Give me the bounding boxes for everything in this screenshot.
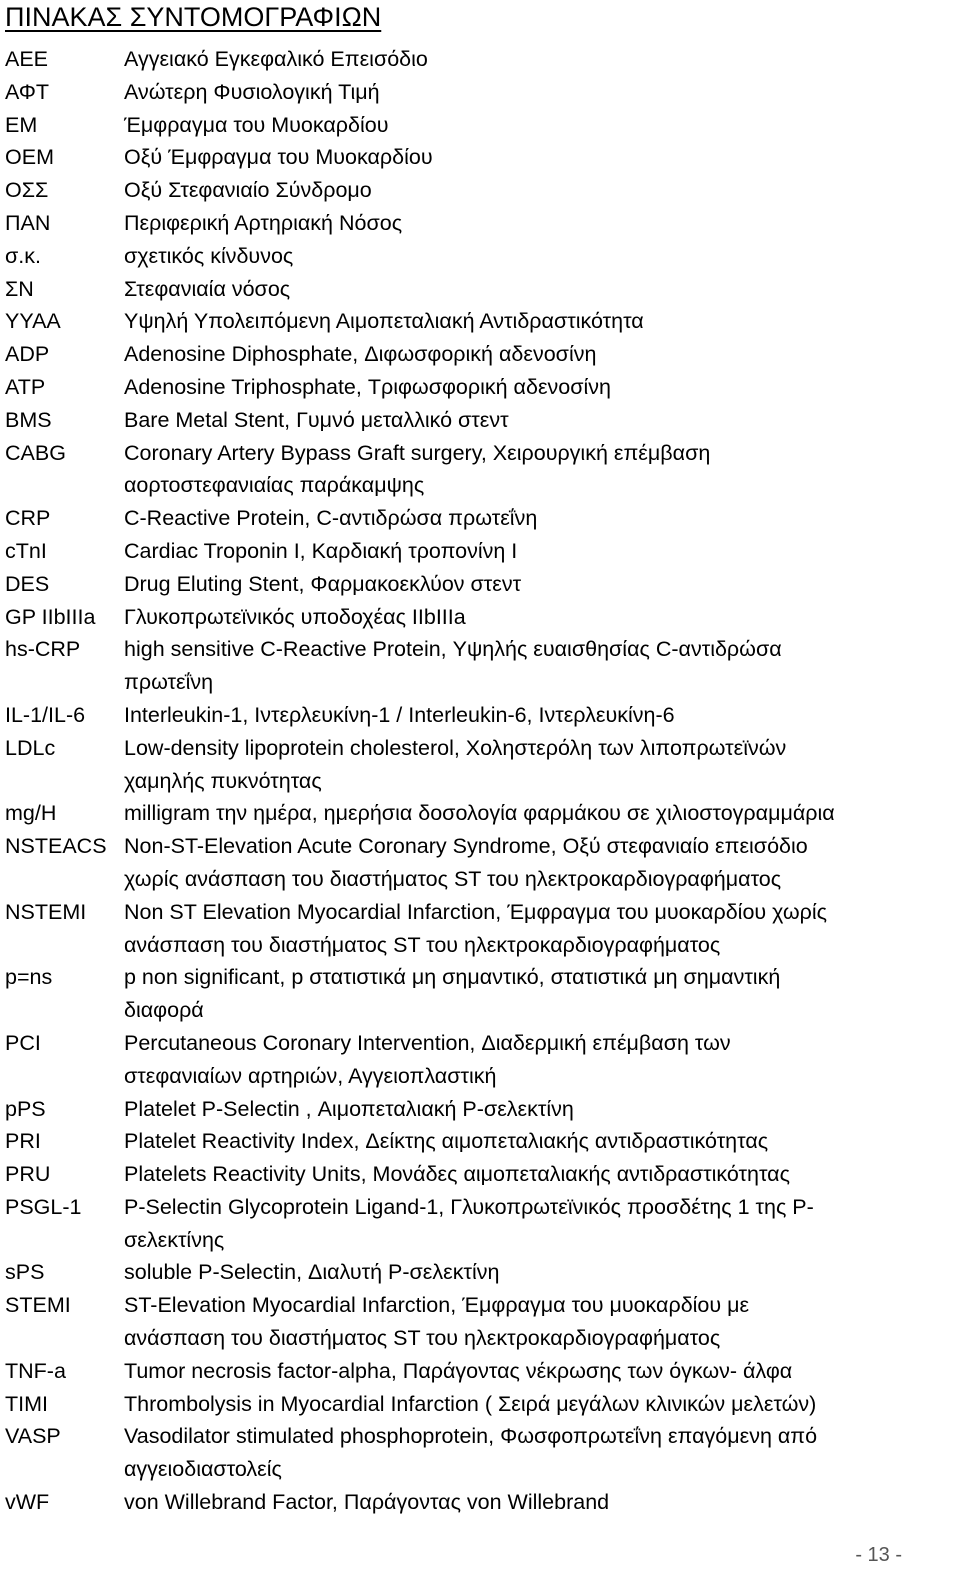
abbreviation-definition: Vasodilator stimulated phosphoprotein, Φωσφοπρωτεΐνη επαγόμενη από αγγειοδιαστολείς — [124, 1424, 818, 1482]
abbreviation-row — [5, 207, 955, 240]
abbreviation-definition: Thrombolysis in Myocardial Infarction ( Σειρά μεγάλων κλινικών μελετών) — [124, 1391, 817, 1416]
abbreviation-row — [5, 305, 955, 338]
abbreviation-definition: Έμφραγμα του Μυοκαρδίου — [124, 112, 389, 137]
abbreviation-row — [5, 830, 955, 896]
abbreviation-definition: Στεφανιαία νόσος — [124, 276, 291, 301]
abbreviation-row — [5, 1191, 955, 1257]
abbreviation-term: ΟΣΣ — [5, 178, 49, 203]
abbreviation-term: BMS — [5, 407, 52, 432]
abbreviation-definition: Περιφερική Αρτηριακή Νόσος — [124, 210, 403, 235]
abbreviation-term: NSTEACS — [5, 834, 107, 859]
abbreviation-term: STEMI — [5, 1293, 71, 1318]
abbreviation-term: IL-1/IL-6 — [5, 702, 86, 727]
abbreviation-definition: Ανώτερη Φυσιολογική Τιμή — [124, 79, 380, 104]
abbreviation-row — [5, 1027, 955, 1093]
abbreviation-definition: Drug Eluting Stent, Φαρμακοεκλύον στεντ — [124, 571, 522, 596]
abbreviation-term: PSGL-1 — [5, 1194, 82, 1219]
abbreviation-term: PCI — [5, 1030, 41, 1055]
abbreviation-row — [5, 568, 955, 601]
abbreviation-term: p=ns — [5, 965, 53, 990]
abbreviation-definition: Non ST Elevation Myocardial Infarction, Έμφραγμα του μυοκαρδίου χωρίς ανάσπαση του διαστήματος ST του ηλεκτροκαρδιογραφήματος — [124, 899, 828, 957]
abbreviation-definition: Bare Metal Stent, Γυμνό μεταλλικό στεντ — [124, 407, 509, 432]
abbreviation-term: CABG — [5, 440, 66, 465]
abbreviation-term: hs-CRP — [5, 637, 81, 662]
abbreviation-term: sPS — [5, 1260, 45, 1285]
abbreviation-definition: Percutaneous Coronary Intervention, Διαδερμική επέμβαση των στεφανιαίων αρτηριών, Αγγειοπλαστική — [124, 1030, 731, 1088]
abbreviation-row — [5, 732, 955, 798]
abbreviation-definition: ST-Elevation Myocardial Infarction, Έμφραγμα του μυοκαρδίου με ανάσπαση του διαστήματος ST του ηλεκτροκαρδιογραφήματος — [124, 1293, 750, 1351]
abbreviation-definition: Tumor necrosis factor-alpha, Παράγοντας νέκρωσης των όγκων- άλφα — [124, 1358, 793, 1383]
abbreviation-term: VASP — [5, 1424, 61, 1449]
abbreviation-definition: soluble P-Selectin, Διαλυτή P-σελεκτίνη — [124, 1260, 500, 1285]
abbreviation-definition: Interleukin-1, Ιντερλευκίνη-1 / Interleukin-6, Ιντερλευκίνη-6 — [124, 702, 675, 727]
abbreviation-row — [5, 141, 955, 174]
abbreviation-row — [5, 76, 955, 109]
abbreviation-row — [5, 404, 955, 437]
abbreviation-term: PRU — [5, 1162, 51, 1187]
abbreviation-term: ΣΝ — [5, 276, 34, 301]
abbreviation-row — [5, 502, 955, 535]
abbreviation-term: cTnI — [5, 538, 47, 563]
abbreviation-definition: Coronary Artery Bypass Graft surgery, Χειρουργική επέμβαση αορτοστεφανιαίας παράκαμψης — [124, 440, 711, 498]
abbreviation-row — [5, 273, 955, 306]
abbreviation-term: TNF-a — [5, 1358, 66, 1383]
page-title: ΠΙΝΑΚΑΣ ΣΥΝΤΟΜΟΓΡΑΦΙΩΝ — [5, 2, 382, 32]
abbreviation-definition: Αγγειακό Εγκεφαλικό Επεισόδιο — [124, 47, 428, 71]
abbreviation-term: σ.κ. — [5, 243, 41, 268]
abbreviation-definition: Platelet Reactivity Index, Δείκτης αιμοπεταλιακής αντιδραστικότητας — [124, 1129, 769, 1154]
abbreviation-row — [5, 535, 955, 568]
abbreviation-row — [5, 1093, 955, 1126]
abbreviation-definition: Adenosine Diphosphate, Διφωσφορική αδενοσίνη — [124, 342, 597, 367]
abbreviation-definition: Platelet P-Selectin , Αιμοπεταλιακή P-σελεκτίνη — [124, 1096, 574, 1121]
abbreviation-row — [5, 699, 955, 732]
abbreviation-row — [5, 43, 955, 76]
abbreviation-definition: milligram την ημέρα, ημερήσια δοσολογία φαρμάκου σε χιλιοστογραμμάρια — [124, 801, 835, 826]
abbreviation-term: ΠΑΝ — [5, 210, 51, 235]
abbreviation-row — [5, 1388, 955, 1421]
abbreviation-term: TIMI — [5, 1391, 48, 1416]
abbreviation-row — [5, 338, 955, 371]
abbreviation-term: CRP — [5, 506, 51, 531]
abbreviation-row — [5, 1256, 955, 1289]
abbreviation-definition: Low-density lipoprotein cholesterol, Χοληστερόλη των λιποπρωτεϊνών χαμηλής πυκνότητας — [124, 735, 787, 793]
abbreviation-row — [5, 174, 955, 207]
abbreviation-row — [5, 896, 955, 962]
abbreviation-list — [5, 43, 955, 1519]
abbreviation-row — [5, 1420, 955, 1486]
abbreviation-definition: Οξύ Έμφραγμα του Μυοκαρδίου — [124, 145, 433, 170]
abbreviation-row — [5, 109, 955, 142]
abbreviation-term: LDLc — [5, 735, 56, 760]
abbreviation-term: ΕΜ — [5, 112, 38, 137]
abbreviation-term: vWF — [5, 1490, 50, 1515]
abbreviation-row — [5, 1289, 955, 1355]
abbreviation-term: ΥΥΑΑ — [5, 309, 61, 334]
abbreviation-definition: σχετικός κίνδυνος — [124, 243, 294, 268]
abbreviation-term: ATP — [5, 374, 46, 399]
abbreviation-term: mg/H — [5, 801, 57, 826]
abbreviation-row — [5, 961, 955, 1027]
abbreviation-definition: P-Selectin Glycoprotein Ligand-1, Γλυκοπρωτεϊνικός προσδέτης 1 της P- σελεκτίνης — [124, 1194, 814, 1252]
abbreviation-row — [5, 601, 955, 634]
abbreviation-row — [5, 437, 955, 503]
abbreviation-row — [5, 1125, 955, 1158]
abbreviation-term: DES — [5, 571, 50, 596]
abbreviation-definition: C-Reactive Protein, C-αντιδρώσα πρωτεΐνη — [124, 506, 538, 531]
abbreviation-row — [5, 371, 955, 404]
abbreviation-definition: Οξύ Στεφανιαίο Σύνδρομο — [124, 178, 372, 203]
abbreviation-row — [5, 797, 955, 830]
abbreviation-row — [5, 1486, 955, 1519]
abbreviation-definition: Υψηλή Υπολειπόμενη Αιμοπεταλιακή Αντιδραστικότητα — [124, 309, 644, 334]
abbreviation-definition: von Willebrand Factor, Παράγοντας von Willebrand — [124, 1490, 610, 1515]
abbreviation-definition: Adenosine Triphosphate, Τριφωσφορική αδενοσίνη — [124, 374, 612, 399]
abbreviation-term: GP IIbIIIa — [5, 604, 96, 629]
abbreviation-definition: Platelets Reactivity Units, Μονάδες αιμοπεταλιακής αντιδραστικότητας — [124, 1162, 790, 1187]
abbreviation-row — [5, 1158, 955, 1191]
abbreviation-definition: Non-ST-Elevation Acute Coronary Syndrome, Οξύ στεφανιαίο επεισόδιο χωρίς ανάσπαση του διαστήματος ST του ηλεκτροκαρδιογραφήματος — [124, 834, 808, 891]
abbreviation-term: ADP — [5, 342, 50, 367]
abbreviation-definition: high sensitive C-Reactive Protein, Υψηλής ευαισθησίας C-αντιδρώσα πρωτεΐνη — [124, 637, 782, 695]
abbreviation-term: ΑΦΤ — [5, 79, 50, 104]
abbreviation-term: ΑΕΕ — [5, 47, 49, 71]
page-number: - 13 - — [855, 1544, 902, 1566]
abbreviation-term: ΟΕΜ — [5, 145, 54, 170]
abbreviation-definition: p non significant, p στατιστικά μη σημαντικό, στατιστικά μη σημαντική διαφορά — [124, 965, 781, 1023]
abbreviation-definition: Cardiac Troponin I, Καρδιακή τροπονίνη Ι — [124, 538, 518, 563]
abbreviation-definition: Γλυκοπρωτεϊνικός υποδοχέας IIbIIIa — [124, 604, 466, 629]
abbreviation-row — [5, 1355, 955, 1388]
abbreviation-term: NSTEMI — [5, 899, 87, 924]
abbreviation-row — [5, 240, 955, 273]
abbreviation-row — [5, 633, 955, 699]
abbreviation-term: pPS — [5, 1096, 46, 1121]
abbreviation-term: PRI — [5, 1129, 41, 1154]
